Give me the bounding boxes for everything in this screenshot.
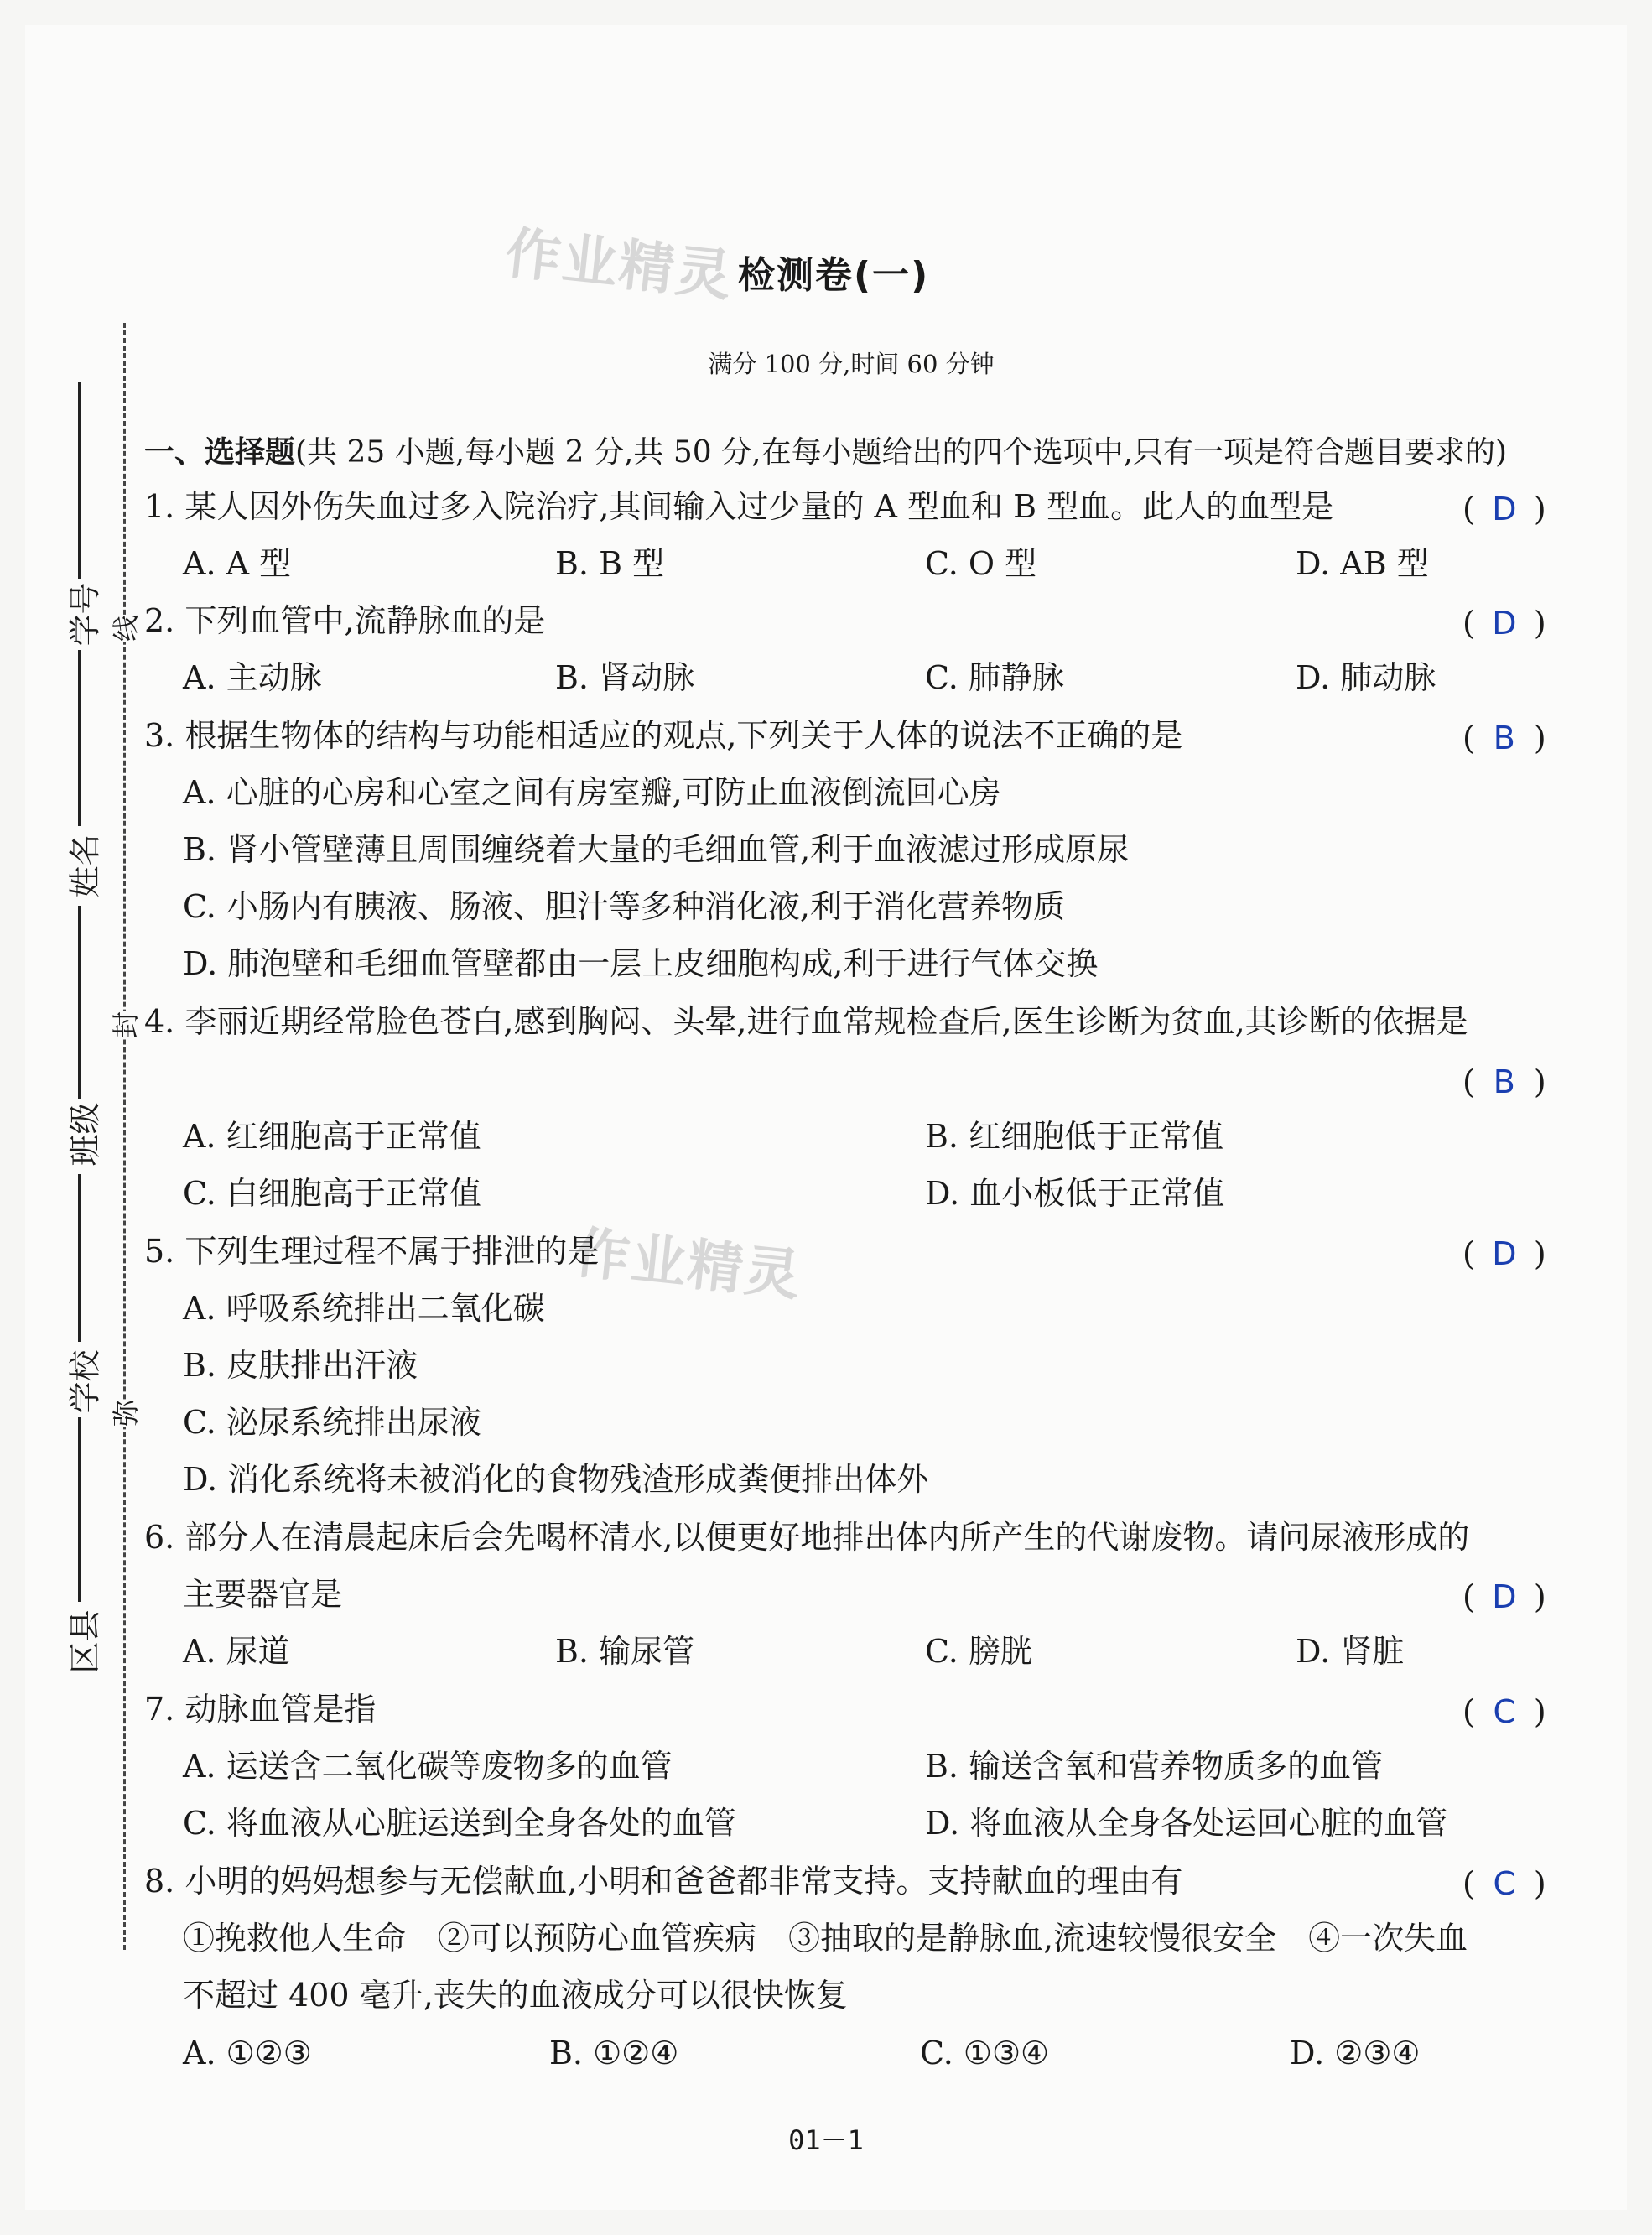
binding-label-line: 线 — [101, 615, 147, 642]
option: D. 肾脏 — [1296, 1633, 1405, 1670]
question-7-answer: ( C ) — [1462, 1693, 1546, 1730]
page-title: 检测卷(一) — [738, 254, 930, 297]
question-2-answer: ( D ) — [1462, 605, 1546, 642]
option: A. 心脏的心房和心室之间有房室瓣,可防止血液倒流回心房 — [183, 774, 1001, 811]
option: B. 肾小管壁薄且周围缠绕着大量的毛细血管,利于血液滤过形成原尿 — [183, 831, 1130, 868]
option: D. ②③④ — [1290, 2035, 1421, 2071]
answer-letter: D — [1492, 605, 1517, 642]
option: B. 输尿管 — [555, 1633, 695, 1670]
option: A. 主动脉 — [183, 659, 322, 696]
side-field-district: 区县 — [66, 1609, 104, 1674]
question-2-stem: 2. 下列血管中,流静脉血的是 — [144, 602, 546, 639]
option: D. 肺泡壁和毛细血管壁都由一层上皮细胞构成,利于进行气体交换 — [183, 945, 1099, 982]
option: C. ①③④ — [920, 2035, 1050, 2071]
side-field-class: 班级 — [66, 1102, 104, 1167]
question-4-stem: 4. 李丽近期经常脸色苍白,感到胸闷、头晕,进行血常规检查后,医生诊断为贫血,其诊断的依据是 — [144, 1003, 1468, 1040]
answer-letter: B — [1493, 720, 1515, 756]
answer-letter: C — [1493, 1693, 1516, 1730]
option: B. 肾动脉 — [555, 659, 695, 696]
option: B. ①②④ — [549, 2035, 679, 2071]
option: C. 将血液从心脏运送到全身各处的血管 — [183, 1805, 736, 1842]
option: D. 血小板低于正常值 — [925, 1175, 1225, 1212]
section-desc: (共 25 小题,每小题 2 分,共 50 分,在每小题给出的四个选项中,只有一项是符合题目要求的) — [295, 435, 1508, 470]
page-number: 01－1 — [788, 2124, 864, 2156]
watermark: 作业精灵 — [571, 1219, 805, 1308]
question-4-answer: ( B ) — [1462, 1063, 1546, 1100]
side-field-student-id: 学号 — [66, 582, 104, 647]
option: A. 红细胞高于正常值 — [183, 1118, 481, 1155]
option: C. 泌尿系统排出尿液 — [183, 1404, 481, 1441]
question-6-answer: ( D ) — [1462, 1578, 1546, 1615]
question-3-answer: ( B ) — [1462, 720, 1546, 756]
side-field-school: 学校 — [66, 1349, 104, 1414]
option: C. 小肠内有胰液、肠液、胆汁等多种消化液,利于消化营养物质 — [183, 888, 1065, 925]
option: C. 肺静脉 — [925, 659, 1064, 696]
option: A. A 型 — [183, 545, 292, 582]
binding-label-seal: 封 — [101, 1011, 147, 1038]
option: B. 红细胞低于正常值 — [925, 1118, 1224, 1155]
option: D. 消化系统将未被消化的食物残渣形成粪便排出体外 — [183, 1461, 929, 1498]
field-line — [78, 1174, 81, 1342]
option: A. 呼吸系统排出二氧化碳 — [183, 1290, 545, 1327]
answer-letter: B — [1493, 1063, 1515, 1100]
section-header — [144, 429, 1507, 471]
page-subtitle: 满分 100 分,时间 60 分钟 — [708, 350, 995, 378]
binding-label-mi: 弥 — [101, 1400, 147, 1427]
field-line — [78, 650, 81, 826]
question-5-answer: ( D ) — [1462, 1235, 1546, 1272]
option: A. 运送含二氧化碳等废物多的血管 — [183, 1748, 673, 1785]
option: C. 膀胱 — [925, 1633, 1032, 1670]
option: B. 皮肤排出汗液 — [183, 1347, 418, 1384]
question-1-answer: ( D ) — [1462, 491, 1546, 528]
question-6-stem-cont: 主要器官是 — [183, 1576, 343, 1613]
field-line — [78, 1417, 81, 1602]
option: B. B 型 — [555, 545, 665, 582]
field-line — [78, 906, 81, 1099]
answer-letter: C — [1493, 1865, 1516, 1902]
option: A. 尿道 — [183, 1633, 290, 1670]
watermark: 作业精灵 — [502, 220, 736, 309]
side-field-name: 姓名 — [66, 834, 104, 898]
question-8-body: 不超过 400 毫升,丧失的血液成分可以很快恢复 — [183, 1977, 848, 2014]
option: D. AB 型 — [1296, 545, 1429, 582]
field-line — [78, 382, 81, 579]
option: D. 将血液从全身各处运回心脏的血管 — [925, 1805, 1448, 1842]
option: C. 白细胞高于正常值 — [183, 1175, 481, 1212]
binding-dashed-line — [123, 323, 126, 1950]
answer-letter: D — [1492, 1578, 1517, 1615]
question-8-stem: 8. 小明的妈妈想参与无偿献血,小明和爸爸都非常支持。支持献血的理由有 — [144, 1863, 1183, 1900]
option: D. 肺动脉 — [1296, 659, 1436, 696]
answer-letter: D — [1492, 491, 1517, 528]
option: A. ①②③ — [183, 2035, 312, 2071]
question-5-stem: 5. 下列生理过程不属于排泄的是 — [144, 1233, 600, 1270]
section-label: 一、选择题 — [144, 435, 296, 470]
question-8-body: ①挽救他人生命 ②可以预防心血管疾病 ③抽取的是静脉血,流速较慢很安全 ④一次失血 — [183, 1920, 1468, 1957]
option: C. O 型 — [925, 545, 1037, 582]
question-1-stem: 1. 某人因外伤失血过多入院治疗,其间输入过少量的 A 型血和 B 型血。此人的血型是 — [144, 488, 1334, 525]
answer-letter: D — [1492, 1235, 1517, 1272]
question-3-stem: 3. 根据生物体的结构与功能相适应的观点,下列关于人体的说法不正确的是 — [144, 717, 1183, 754]
question-7-stem: 7. 动脉血管是指 — [144, 1691, 377, 1728]
option: B. 输送含氧和营养物质多的血管 — [925, 1748, 1384, 1785]
question-6-stem: 6. 部分人在清晨起床后会先喝杯清水,以便更好地排出体内所产生的代谢废物。请问尿液形成的 — [144, 1519, 1470, 1556]
question-8-answer: ( C ) — [1462, 1865, 1546, 1902]
